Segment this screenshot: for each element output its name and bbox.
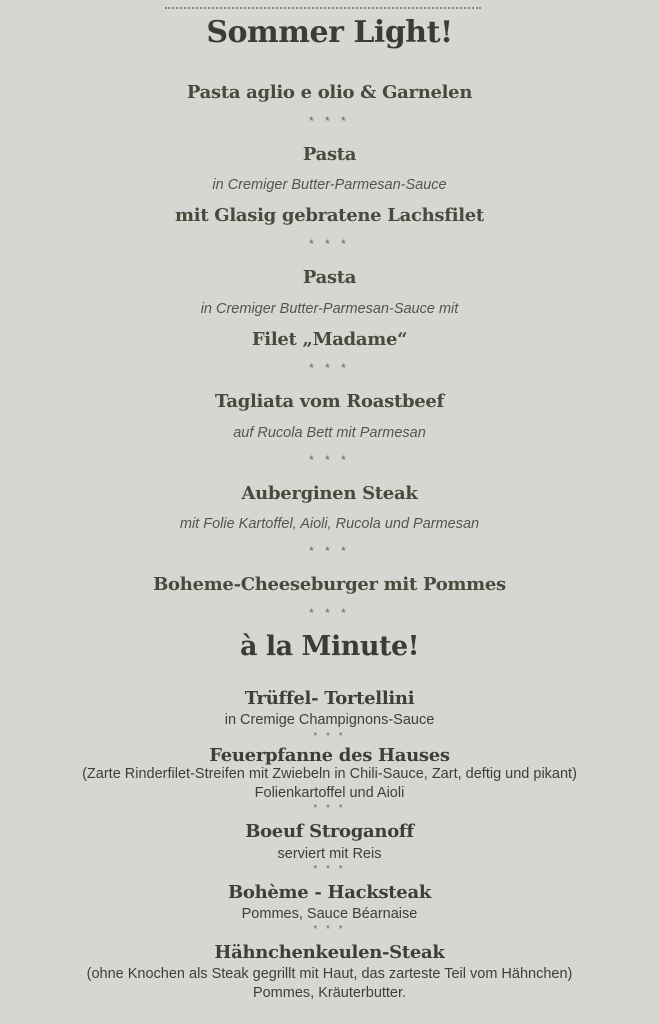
dish-lachsfilet: mit Glasig gebratene Lachsfilet — [175, 205, 484, 226]
dish-hacksteak: Bohème - Hacksteak — [228, 882, 431, 903]
separator-stars: * * * — [313, 731, 346, 742]
dish-description: serviert mit Reis — [277, 846, 382, 862]
separator-stars: * * * — [309, 361, 350, 375]
dish-auberginen-steak: Auberginen Steak — [241, 483, 418, 504]
top-dotted-divider — [165, 7, 481, 9]
dish-description: (Zarte Rinderfilet-Streifen mit Zwiebeln in Chili-Sauce, Zart, deftig und pikant) — [82, 766, 577, 782]
dish-boeuf-stroganoff: Boeuf Stroganoff — [245, 821, 414, 842]
dish-description: in Cremige Champignons-Sauce — [224, 712, 435, 728]
separator-stars: * * * — [313, 924, 346, 935]
dish-feuerpfanne: Feuerpfanne des Hauses — [209, 745, 450, 766]
section-title-a-la-minute: à la Minute! — [240, 631, 419, 662]
dish-description: Pommes, Kräuterbutter. — [252, 985, 407, 1001]
separator-stars: * * * — [309, 114, 350, 128]
dish-description: auf Rucola Bett mit Parmesan — [233, 425, 426, 441]
dish-description: Folienkartoffel und Aioli — [254, 785, 405, 801]
separator-stars: * * * — [309, 237, 350, 251]
separator-stars: * * * — [309, 453, 350, 467]
dish-cheeseburger: Boheme-Cheeseburger mit Pommes — [153, 574, 506, 595]
dish-description: in Cremiger Butter-Parmesan-Sauce mit — [200, 301, 459, 317]
separator-stars: * * * — [313, 803, 346, 814]
dish-trueffel-tortellini: Trüffel- Tortellini — [244, 688, 415, 709]
dish-tagliata: Tagliata vom Roastbeef — [215, 391, 444, 412]
separator-stars: * * * — [309, 606, 350, 620]
dish-pasta-aglio-olio: Pasta aglio e olio & Garnelen — [186, 82, 473, 103]
dish-pasta-lachs: Pasta — [302, 144, 357, 165]
separator-stars: * * * — [309, 544, 350, 558]
dish-description: Pommes, Sauce Béarnaise — [241, 906, 418, 922]
dish-haehnchenkeulen-steak: Hähnchenkeulen-Steak — [214, 942, 445, 963]
dish-description: (ohne Knochen als Steak gegrillt mit Haut, das zarteste Teil vom Hähnchen) — [86, 966, 573, 982]
dish-description: in Cremiger Butter-Parmesan-Sauce — [212, 177, 447, 193]
dish-filet-madame: Filet „Madame“ — [251, 329, 408, 350]
section-title-sommer-light: Sommer Light! — [206, 15, 453, 50]
dish-pasta-madame: Pasta — [302, 267, 357, 288]
separator-stars: * * * — [313, 864, 346, 875]
dish-description: mit Folie Kartoffel, Aioli, Rucola und Parmesan — [179, 516, 480, 532]
